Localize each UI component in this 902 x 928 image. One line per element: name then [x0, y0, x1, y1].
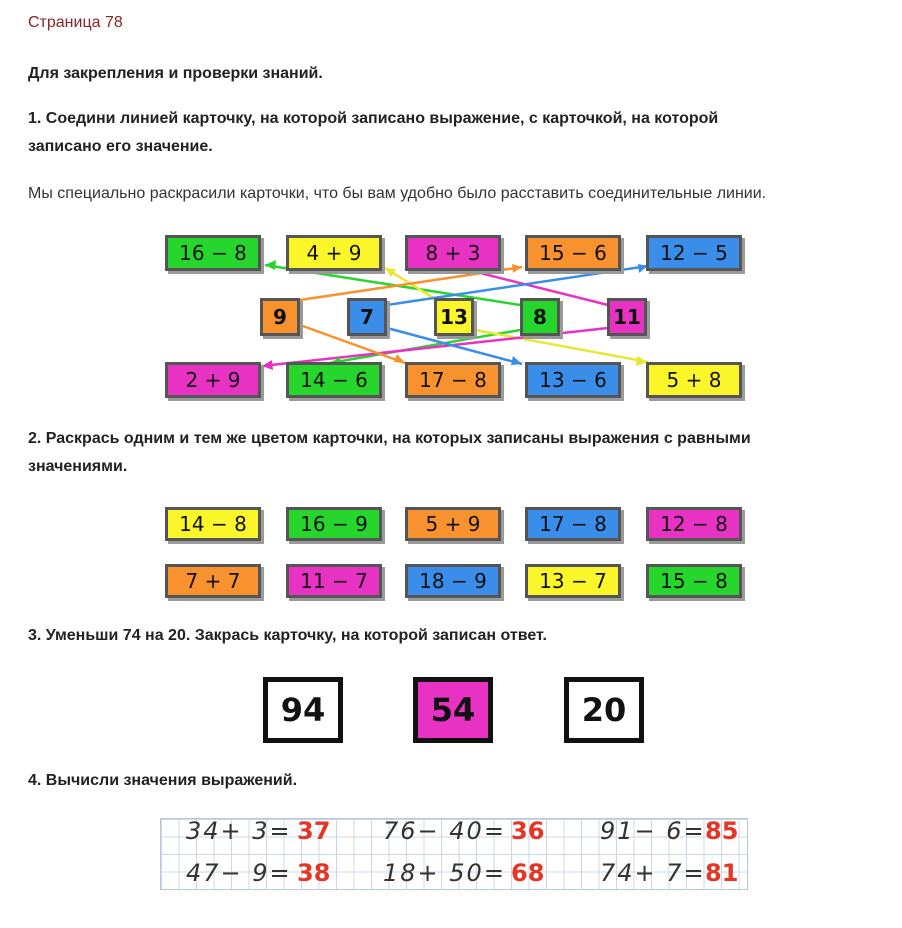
page-link[interactable]: Страница 78 [28, 14, 123, 31]
answer-card[interactable]: 94 [263, 677, 343, 743]
expression: 18+ 50= [383, 859, 506, 887]
expression: 34+ 3= [186, 817, 292, 845]
expression: 74+ 7= [600, 859, 706, 887]
arrowhead [394, 354, 405, 363]
bottom-card[interactable]: 17 − 8 [405, 362, 501, 398]
middle-card[interactable]: 8 [520, 298, 560, 336]
middle-card[interactable]: 9 [260, 298, 300, 336]
task2-card[interactable]: 15 − 8 [646, 564, 742, 598]
answer: 81 [705, 859, 739, 887]
top-card[interactable]: 4 + 9 [286, 235, 382, 271]
task2-card[interactable]: 13 − 7 [525, 564, 621, 598]
top-card[interactable]: 15 − 6 [525, 235, 621, 271]
bottom-card[interactable]: 13 − 6 [525, 362, 621, 398]
answer-card[interactable]: 54 [413, 677, 493, 743]
task2-card[interactable]: 16 − 9 [286, 507, 382, 541]
expression: 76− 40= [383, 817, 506, 845]
task2-card[interactable]: 11 − 7 [286, 564, 382, 598]
answer: 68 [511, 859, 545, 887]
task3-text: 3. Уменьши 74 на 20. Закрась карточку, на которой записан ответ. [28, 627, 547, 644]
arrowhead [512, 264, 522, 273]
task2-card[interactable]: 14 − 8 [165, 507, 261, 541]
answer: 37 [297, 817, 331, 845]
task1-note: Мы специально раскрасили карточки, что бы вам удобно было расставить соединительные линии. [28, 185, 767, 202]
task2-card[interactable]: 12 − 8 [646, 507, 742, 541]
middle-card[interactable]: 7 [347, 298, 387, 336]
bottom-card[interactable]: 14 − 6 [286, 362, 382, 398]
bottom-card[interactable]: 2 + 9 [165, 362, 261, 398]
expression: 91− 6= [600, 817, 706, 845]
arrowhead [265, 260, 276, 270]
expression: 47− 9= [186, 859, 292, 887]
middle-card[interactable]: 13 [434, 298, 474, 336]
answer-card[interactable]: 20 [564, 677, 644, 743]
task2-text-line1: 2. Раскрась одним и тем же цветом карточки, на которых записаны выражения с равными [28, 430, 751, 447]
arrowhead [511, 356, 522, 365]
bottom-card[interactable]: 5 + 8 [646, 362, 742, 398]
top-card[interactable]: 8 + 3 [405, 235, 501, 271]
middle-card[interactable]: 11 [607, 298, 647, 336]
section-title: Для закрепления и проверки знаний. [28, 65, 323, 82]
task2-card[interactable]: 5 + 9 [405, 507, 501, 541]
answer: 38 [297, 859, 331, 887]
answer: 85 [705, 817, 739, 845]
task2-text-line2: значениями. [28, 458, 128, 475]
top-card[interactable]: 16 − 8 [165, 235, 261, 271]
task2-card[interactable]: 18 − 9 [405, 564, 501, 598]
task1-text-line1: 1. Соедини линией карточку, на которой записано выражение, с карточкой, на которой [28, 110, 719, 127]
top-card[interactable]: 12 − 5 [646, 235, 742, 271]
task4-text: 4. Вычисли значения выражений. [28, 772, 298, 789]
answer: 36 [511, 817, 545, 845]
task2-card[interactable]: 17 − 8 [525, 507, 621, 541]
task2-card[interactable]: 7 + 7 [165, 564, 261, 598]
line-orange-9-to-15-6 [300, 267, 522, 300]
task1-text-line2: записано его значение. [28, 138, 213, 155]
